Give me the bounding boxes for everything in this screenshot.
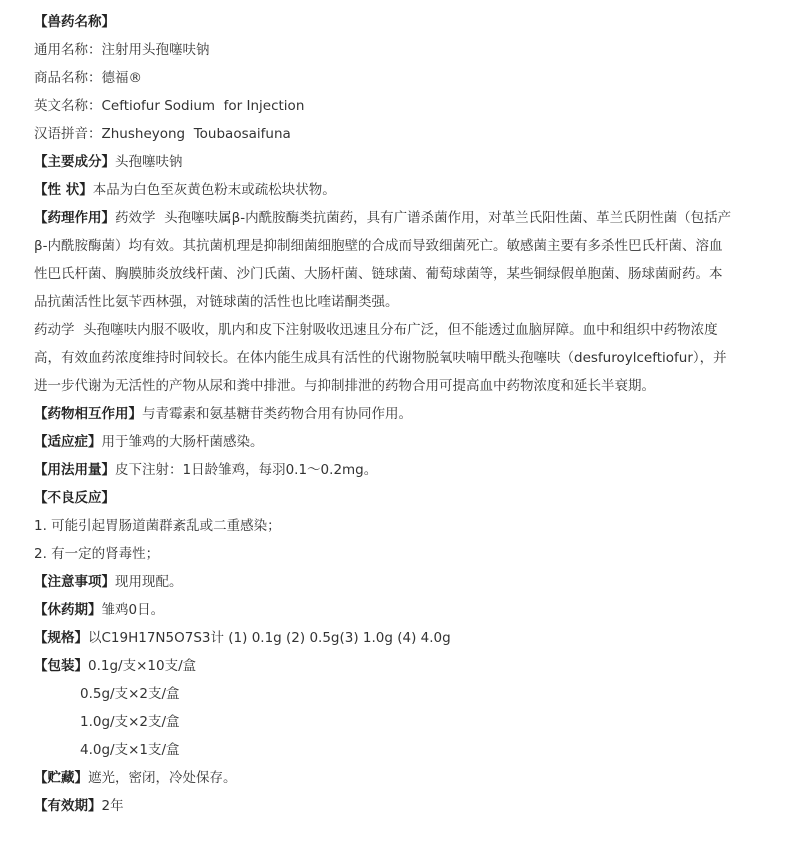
interactions-row — [34, 400, 774, 428]
trade-name-row — [34, 64, 774, 92]
indications-heading: 【适应症】 — [34, 434, 102, 450]
validity-heading: 【有效期】 — [34, 798, 102, 814]
appearance-row — [34, 176, 774, 204]
dosage-value: 皮下注射：1日龄雏鸡，每羽0.1～0.2mg。 — [115, 462, 378, 478]
pinyin-name-value: Zhusheyong Toubaosaifuna — [101, 126, 291, 142]
pharmacodynamics-paragraph — [34, 204, 734, 316]
interactions-heading: 【药物相互作用】 — [34, 406, 142, 422]
precautions-row — [34, 568, 774, 596]
pharmacology-heading: 【药理作用】 — [34, 210, 115, 226]
pharmacokinetics-paragraph: 药动学 头孢噻呋内服不吸收，肌内和皮下注射吸收迅速且分布广泛，但不能透过血脑屏障。血中和组织中药物浓度高，有效血药浓度维持时间较长。在体内能生成具有活性的代谢物脱氧呋喃甲酰头孢噻呋（desfuroylceftiofur），并进一步代谢为无活性的产物从尿和粪中排泄。与抑制排泄的药物合用可提高血中药物浓度和延长半衰期。 — [34, 322, 727, 394]
packaging-heading: 【包装】 — [34, 658, 88, 674]
specification-row — [34, 624, 774, 652]
pinyin-name-row — [34, 120, 774, 148]
indications-value: 用于雏鸡的大肠杆菌感染。 — [101, 434, 264, 450]
generic-name-value: 注射用头孢噻呋钠 — [101, 42, 210, 58]
storage-row — [34, 764, 774, 792]
packaging-item: 4.0g/支×1支/盒 — [80, 742, 180, 758]
validity-row — [34, 792, 774, 820]
packaging-item: 0.1g/支×10支/盒 — [88, 658, 197, 674]
dosage-row — [34, 456, 774, 484]
withdrawal-value: 雏鸡0日。 — [101, 602, 165, 618]
packaging-row — [34, 652, 774, 680]
storage-value: 遮光，密闭，冷处保存。 — [88, 770, 237, 786]
ingredient-heading: 【主要成分】 — [34, 154, 115, 170]
generic-name-row — [34, 36, 774, 64]
trade-name-label: 商品名称： — [34, 70, 102, 86]
english-name-label: 英文名称： — [34, 98, 102, 114]
ingredient-value: 头孢噻呋钠 — [115, 154, 183, 170]
precautions-value: 现用现配。 — [115, 574, 183, 590]
withdrawal-row — [34, 596, 774, 624]
withdrawal-heading: 【休药期】 — [34, 602, 102, 618]
adverse-item: 2. 有一定的肾毒性； — [34, 546, 160, 562]
interactions-value: 与青霉素和氨基糖苷类药物合用有协同作用。 — [142, 406, 412, 422]
pharmacodynamics-text: 药效学 头孢噻呋属β-内酰胺酶类抗菌药，具有广谱杀菌作用，对革兰氏阳性菌、革兰氏阴性菌（包括产β-内酰胺酶菌）均有效。其抗菌机理是抑制细菌细胞壁的合成而导致细菌死亡。敏感菌主要有多杀性巴氏杆菌、溶血性巴氏杆菌、胸膜肺炎放线杆菌、沙门氏菌、大肠杆菌、链球菌、葡萄球菌等，某些铜绿假单胞菌、肠球菌耐药。本品抗菌活性比氨苄西林强，对链球菌的活性也比喹诺酮类强。 — [34, 210, 732, 310]
specification-value: 以C19H17N5O7S3计 (1) 0.1g (2) 0.5g(3) 1.0g (4) 4.0g — [88, 630, 451, 646]
english-name-value: Ceftiofur Sodium for Injection — [101, 98, 305, 114]
generic-name-label: 通用名称： — [34, 42, 102, 58]
packaging-item: 1.0g/支×2支/盒 — [80, 714, 180, 730]
drug-name-heading: 【兽药名称】 — [34, 14, 115, 30]
indications-row — [34, 428, 774, 456]
precautions-heading: 【注意事项】 — [34, 574, 115, 590]
appearance-value: 本品为白色至灰黄色粉末或疏松块状物。 — [92, 182, 336, 198]
ingredient-row — [34, 148, 774, 176]
packaging-item: 0.5g/支×2支/盒 — [80, 686, 180, 702]
storage-heading: 【贮藏】 — [34, 770, 88, 786]
adverse-heading: 【不良反应】 — [34, 490, 115, 506]
pinyin-name-label: 汉语拼音： — [34, 126, 102, 142]
adverse-item: 1. 可能引起胃肠道菌群紊乱或二重感染； — [34, 518, 281, 534]
trade-name-value: 德福® — [101, 70, 142, 86]
specification-heading: 【规格】 — [34, 630, 88, 646]
dosage-heading: 【用法用量】 — [34, 462, 115, 478]
appearance-heading: 【性 状】 — [34, 182, 93, 198]
validity-value: 2年 — [101, 798, 124, 814]
english-name-row — [34, 92, 774, 120]
